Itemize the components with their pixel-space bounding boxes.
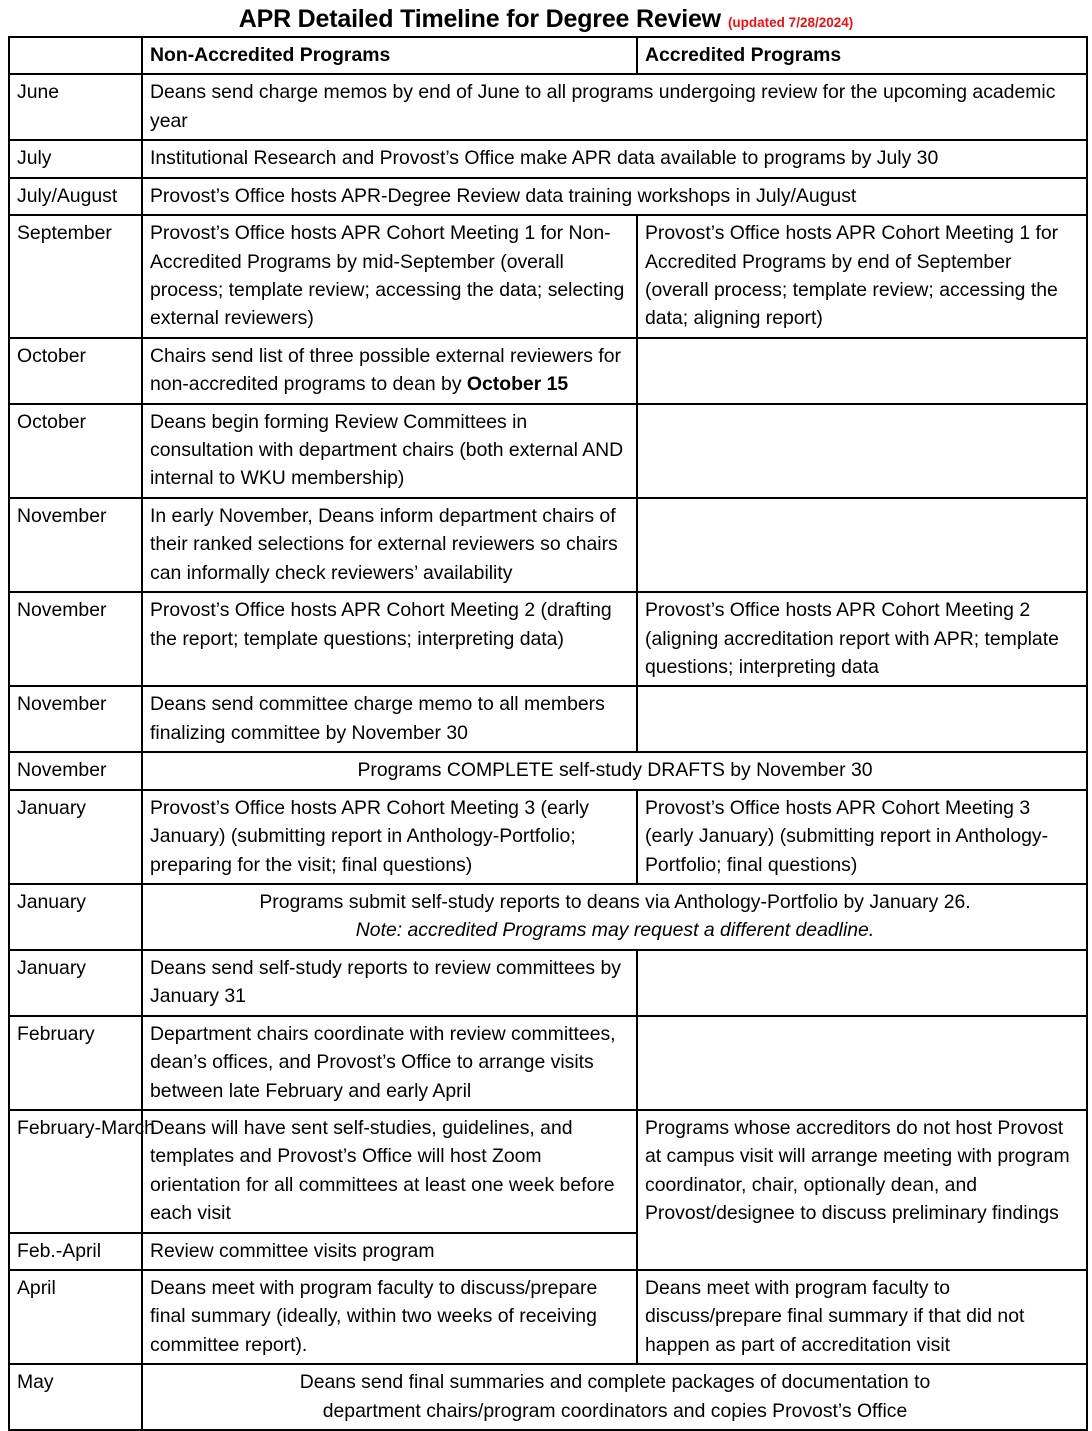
row-non-accredited-cell: Provost’s Office hosts APR Cohort Meeting 1 for Non-Accredited Programs by mid-September (overall process; template review; accessing the data; selecting external reviewers) (142, 215, 637, 338)
row-accredited-cell: Provost’s Office hosts APR Cohort Meeting 3 (early January) (submitting report in Anthology-Portfolio; final questions) (637, 790, 1087, 884)
row-month-label: July (9, 140, 142, 177)
row-span-cell (142, 884, 1087, 950)
row-accredited-cell: Provost’s Office hosts APR Cohort Meeting 1 for Accredited Programs by end of September (overall process; template review; accessing the data; aligning report) (637, 215, 1087, 338)
table-row (9, 178, 1087, 215)
header-non-accredited: Non-Accredited Programs (142, 37, 637, 74)
row-non-accredited-cell: Department chairs coordinate with review committees, dean’s offices, and Provost’s Office to arrange visits between late February and early April (142, 1016, 637, 1110)
row-month-label: January (9, 950, 142, 1016)
row-span-line-1: Deans send final summaries and complete packages of documentation to (299, 1371, 931, 1394)
table-row (9, 790, 1087, 884)
row-month-label: Feb.-April (9, 1233, 142, 1270)
table-row (9, 950, 1087, 1016)
row-month-label: October (9, 338, 142, 404)
row-month-label: January (9, 884, 142, 950)
table-row (9, 1016, 1087, 1110)
row-month-label: July/August (9, 178, 142, 215)
row-month-label: February-March (9, 1110, 142, 1233)
row-accredited-blackout (637, 498, 1087, 592)
row-text-bold-deadline: October 15 (466, 373, 569, 396)
row-accredited-blackout (637, 404, 1087, 498)
row-month-label: October (9, 404, 142, 498)
row-accredited-cell: Provost’s Office hosts APR Cohort Meeting 2 (aligning accreditation report with APR; template questions; interpreting data (637, 592, 1087, 686)
row-month-label: February (9, 1016, 142, 1110)
row-accredited-blackout (637, 686, 1087, 752)
table-row (9, 1270, 1087, 1364)
row-month-label: April (9, 1270, 142, 1364)
row-accredited-blackout (637, 950, 1087, 1016)
row-accredited-cell: Deans meet with program faculty to discuss/prepare final summary if that did not happen as part of accreditation visit (637, 1270, 1087, 1364)
row-non-accredited-cell: In early November, Deans inform department chairs of their ranked selections for external reviewers so chairs can informally check reviewers’ availability (142, 498, 637, 592)
title-updated-note: (updated 7/28/2024) (727, 14, 854, 30)
row-span-cell: Provost’s Office hosts APR-Degree Review data training workshops in July/August (142, 178, 1087, 215)
row-span-cell (142, 1364, 1087, 1430)
table-row (9, 752, 1087, 789)
table-row (9, 215, 1087, 338)
row-non-accredited-cell: Review committee visits program (142, 1233, 637, 1270)
header-month-blank (9, 37, 142, 74)
table-row (9, 592, 1087, 686)
row-span-cell: Institutional Research and Provost’s Office make APR data available to programs by July 30 (142, 140, 1087, 177)
row-accredited-cell: Programs whose accreditors do not host Provost at campus visit will arrange meeting with program coordinator, chair, optionally dean, and Provost/designee to discuss preliminary findings (637, 1110, 1087, 1270)
page-title (0, 0, 1092, 36)
row-non-accredited-cell: Deans will have sent self-studies, guidelines, and templates and Provost’s Office will host Zoom orientation for all committees at least one week before each visit (142, 1110, 637, 1233)
row-non-accredited-cell: Provost’s Office hosts APR Cohort Meeting 3 (early January) (submitting report in Anthology-Portfolio; preparing for the visit; final questions) (142, 790, 637, 884)
row-non-accredited-cell (142, 338, 637, 404)
row-non-accredited-cell: Deans send self-study reports to review committees by January 31 (142, 950, 637, 1016)
title-main-text: APR Detailed Timeline for Degree Review (238, 4, 721, 33)
row-span-line-2: department chairs/program coordinators and copies Provost’s Office (322, 1399, 908, 1422)
row-accredited-blackout (637, 1016, 1087, 1110)
row-month-label: June (9, 74, 142, 140)
header-accredited: Accredited Programs (637, 37, 1087, 74)
row-non-accredited-cell: Provost’s Office hosts APR Cohort Meeting 2 (drafting the report; template questions; interpreting data) (142, 592, 637, 686)
table-row (9, 404, 1087, 498)
row-non-accredited-cell: Deans begin forming Review Committees in consultation with department chairs (both external AND internal to WKU membership) (142, 404, 637, 498)
row-accredited-blackout (637, 338, 1087, 404)
row-non-accredited-cell: Deans meet with program faculty to discuss/prepare final summary (ideally, within two weeks of receiving committee report). (142, 1270, 637, 1364)
row-month-label: November (9, 686, 142, 752)
row-span-cell: Programs COMPLETE self-study DRAFTS by November 30 (142, 752, 1087, 789)
table-row (9, 884, 1087, 950)
table-row (9, 338, 1087, 404)
row-month-label: November (9, 498, 142, 592)
table-row (9, 1364, 1087, 1430)
table-row (9, 498, 1087, 592)
row-span-note-italic: Note: accredited Programs may request a different deadline. (355, 919, 875, 942)
row-span-line-1: Programs submit self-study reports to deans via Anthology-Portfolio by January 26. (259, 890, 971, 913)
row-month-label: May (9, 1364, 142, 1430)
row-text-prefix: Chairs send list of three possible external reviewers for non-accredited programs to dean by (150, 344, 621, 396)
row-month-label: September (9, 215, 142, 338)
row-month-label: November (9, 752, 142, 789)
table-row (9, 686, 1087, 752)
row-month-label: January (9, 790, 142, 884)
row-span-cell: Deans send charge memos by end of June to all programs undergoing review for the upcoming academic year (142, 74, 1087, 140)
row-non-accredited-cell: Deans send committee charge memo to all members finalizing committee by November 30 (142, 686, 637, 752)
table-row (9, 1110, 1087, 1233)
row-month-label: November (9, 592, 142, 686)
table-header-row (9, 37, 1087, 74)
table-row (9, 140, 1087, 177)
table-row (9, 74, 1087, 140)
apr-timeline-table (8, 36, 1088, 1431)
